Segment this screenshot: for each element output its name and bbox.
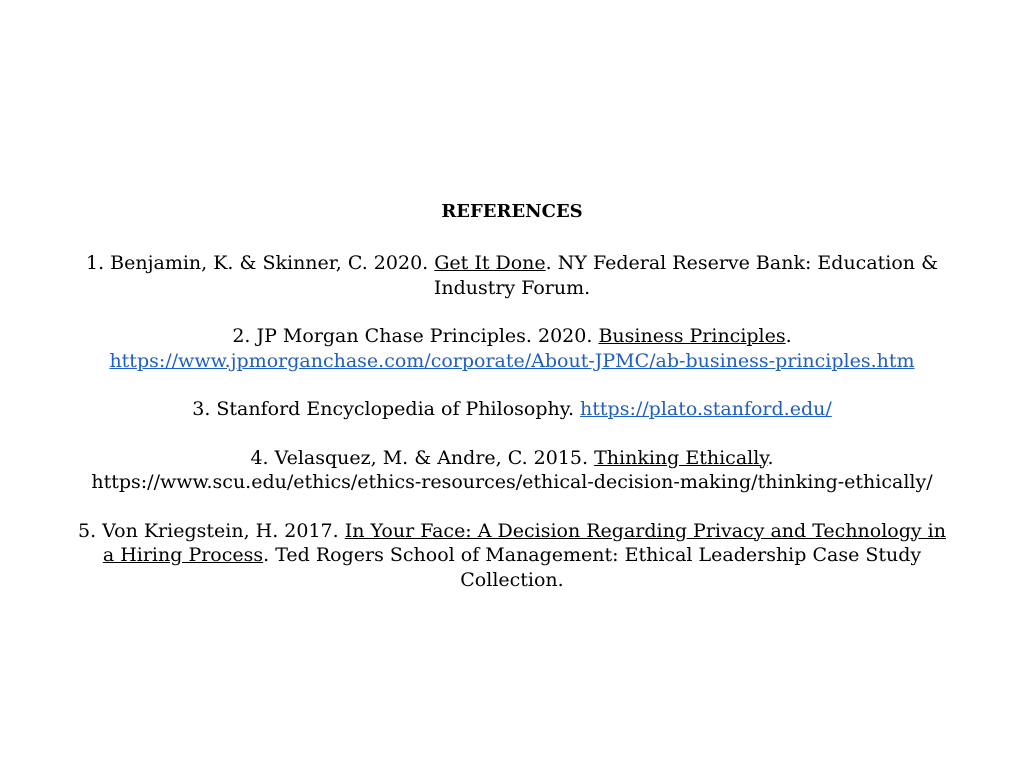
reference-2-work-title: Business Principles: [598, 325, 786, 347]
reference-5-work-title: In Your Face: A Decision Regarding Privacy and Technology in a Hiring Process: [102, 519, 946, 566]
reference-1-prefix: 1. Benjamin, K. & Skinner, C. 2020.: [86, 252, 435, 274]
reference-4-work-title: Thinking Ethically: [594, 446, 768, 469]
reference-item-1: [70, 251, 954, 300]
references-content: [70, 200, 954, 616]
reference-2-prefix: 2. JP Morgan Chase Principles. 2020.: [232, 325, 599, 347]
reference-item-5: [70, 519, 954, 593]
references-title: REFERENCES: [441, 201, 583, 222]
reference-item-3: [70, 397, 954, 422]
reference-5-suffix: . Ted Rogers School of Management: Ethical Leadership Case Study Collection.: [263, 544, 922, 591]
reference-2-suffix: .: [785, 325, 792, 347]
reference-1-work-title: Get It Done: [434, 252, 546, 274]
reference-3-prefix: 3. Stanford Encyclopedia of Philosophy.: [192, 398, 581, 420]
reference-item-4: [70, 446, 954, 495]
reference-4-url-text: https://www.scu.edu/ethics/ethics-resources/ethical-decision-making/thinking-ethically/: [91, 471, 933, 493]
reference-5-prefix: 5. Von Kriegstein, H. 2017.: [78, 519, 345, 542]
reference-item-2: [70, 324, 954, 373]
reference-4-prefix: 4. Velasquez, M. & Andre, C. 2015.: [250, 446, 595, 469]
reference-4-suffix: .: [767, 446, 774, 469]
reference-2-link[interactable]: https://www.jpmorganchase.com/corporate/About-JPMC/ab-business-principles.htm: [109, 349, 915, 372]
reference-3-link[interactable]: https://plato.stanford.edu/: [580, 398, 832, 420]
reference-1-suffix: . NY Federal Reserve Bank: Education & Industry Forum.: [433, 252, 938, 299]
